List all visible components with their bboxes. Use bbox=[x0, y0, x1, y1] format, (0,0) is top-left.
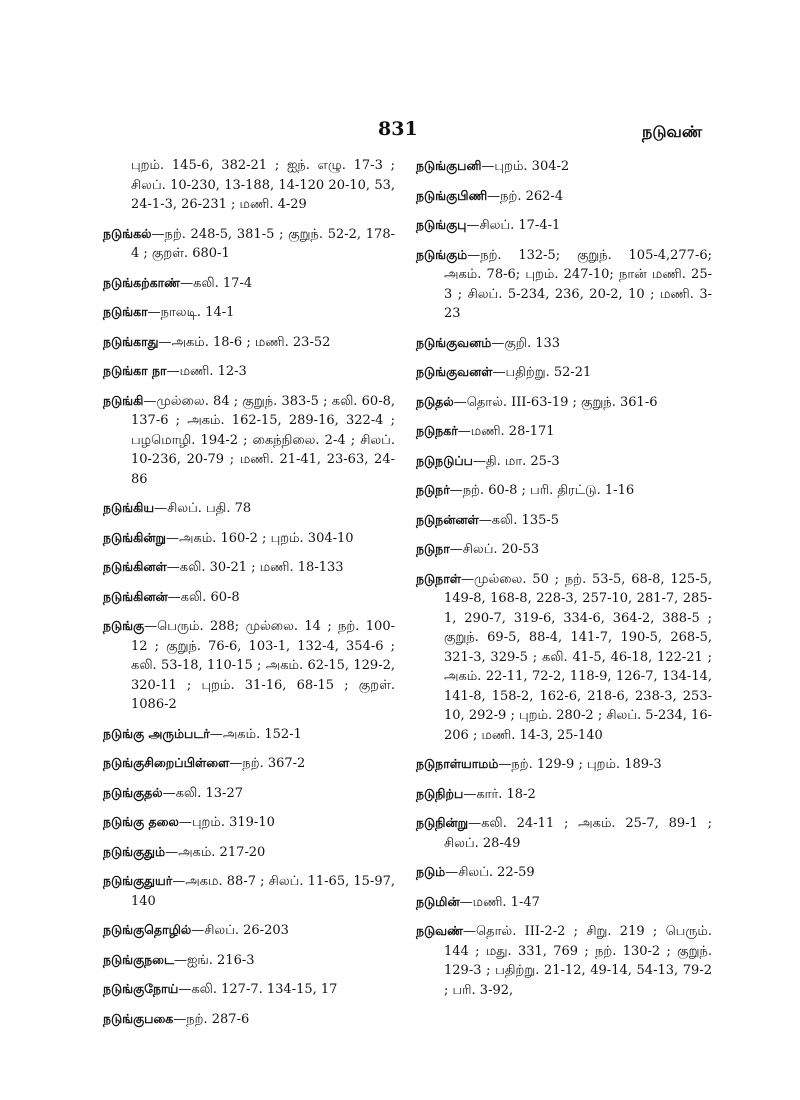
entry-headword: நடுங்குபகை bbox=[103, 1010, 174, 1026]
entry-headword: நடுங்குதும் bbox=[103, 843, 166, 859]
entry-headword: நடுநன்னள் bbox=[416, 511, 479, 527]
index-entry bbox=[416, 784, 712, 805]
entry-headword: நடுநின்று bbox=[416, 815, 469, 830]
entry-headword: நடுநடுப்ப bbox=[416, 452, 473, 468]
entry-references: —அகம். 160-2 ; புறம். 304-10 bbox=[165, 530, 354, 546]
index-entry bbox=[416, 892, 712, 913]
entry-headword: நடுங்கல் bbox=[103, 225, 152, 241]
entry-references: —சிலப். 20-53 bbox=[449, 542, 540, 557]
entry-headword: நடுங்குபனி bbox=[416, 158, 482, 173]
right-column bbox=[416, 156, 712, 1009]
index-entry bbox=[416, 539, 712, 560]
entry-headword: நடுங்காது bbox=[103, 333, 159, 349]
entry-references: —கலி. 13-27 bbox=[162, 785, 243, 801]
entry-references: —கலி. 30-21 ; மணி. 18-133 bbox=[166, 560, 344, 575]
index-entry bbox=[416, 813, 712, 853]
entry-headword: நடுங்குவனள் bbox=[416, 364, 493, 379]
entry-headword: நடுங்குவனம் bbox=[416, 334, 492, 350]
entry-headword: நடுங்கினன் bbox=[103, 588, 168, 604]
entry-references: —பதிற்று. 52-21 bbox=[492, 365, 592, 380]
entry-references: —முல்லை. 50 ; நற். 53-5, 68-8, 125-5, 149-8, 168-8, 228-3, 257-10, 281-7, 285-1, 290-7, 319-6, 334-6, 364-2, 388-5 ; குறுந். 69-5, 88-4, 141-7, 190-5, 268-5, 321-3, 329-5 ; கலி. 41-5, 46-18, 122-21 ; அகம். 22-11, 72-2, 118-9, 126-7, 134-14, 141-8, 158-2, 162-6, 218-6, 238-3, 253-10, 292-9 ; புறம். 280-2 ; சிலப். 5-234, 16-206 ; மணி. 14-3, 25-140 bbox=[444, 571, 712, 743]
entry-references: —பெரும். 288; முல்லை. 14 ; நற். 100-12 ; குறுந். 76-6, 103-1, 132-4, 354-6 ; கலி. 53-18, 110-15 ; அகம். 62-15, 129-2, 320-11 ; புறம். 31-16, 68-15 ; குறள். 1086-2 bbox=[131, 619, 395, 712]
entry-references: —கலி. 24-11 ; அகம். 25-7, 89-1 ; சிலப். 28-49 bbox=[444, 816, 712, 851]
entry-references: —ஐங். 216-3 bbox=[173, 952, 255, 968]
index-entry bbox=[103, 302, 395, 323]
entry-references: —மணி. 28-171 bbox=[457, 424, 555, 439]
entry-headword: நடுங்கிய bbox=[103, 500, 155, 515]
entry-references: —மணி. 12-3 bbox=[166, 364, 247, 379]
entry-headword: நடுநர் bbox=[416, 482, 450, 497]
entry-references: —நற். 129-9 ; புறம். 189-3 bbox=[498, 757, 662, 772]
entry-headword: நடுமின் bbox=[416, 893, 460, 909]
entry-references: —குறி. 133 bbox=[491, 335, 561, 351]
entry-references: —நற். 132-5; குறுந். 105-4,277-6; அகம். 78-6; புறம். 247-10; நான் மணி. 25-3 ; சிலப். 5-234, 236, 20-2, 10 ; மணி. 3-23 bbox=[444, 247, 712, 321]
entry-references: —சிலப். 22-59 bbox=[445, 865, 535, 880]
entry-references: —சிலப். பதி. 78 bbox=[154, 501, 252, 516]
entry-headword: நடுங்கின்று bbox=[103, 529, 166, 545]
entry-references: —மணி. 1-47 bbox=[459, 894, 540, 910]
entry-headword: நடுங்குதுயர் bbox=[103, 873, 173, 888]
index-entry bbox=[416, 921, 712, 1000]
index-entry bbox=[103, 871, 395, 911]
index-entry bbox=[416, 245, 712, 324]
entry-headword: நடுங்கற்காண் bbox=[103, 274, 181, 290]
entry-headword: நடுங்குநோய் bbox=[103, 981, 179, 996]
entry-headword: நடுங்குநடை bbox=[103, 951, 174, 967]
left-column bbox=[103, 156, 395, 1038]
index-entry bbox=[103, 616, 395, 715]
index-entry bbox=[103, 812, 395, 833]
index-entry bbox=[103, 332, 395, 353]
index-entry bbox=[103, 979, 395, 1000]
index-entry bbox=[103, 273, 395, 294]
entry-headword: நடுநாள்யாமம் bbox=[416, 756, 499, 771]
entry-headword: நடுங்கா bbox=[103, 304, 148, 319]
entry-references: —நற். 248-5, 381-5 ; குறுந். 52-2, 178-4 ; குறள். 680-1 bbox=[131, 226, 395, 261]
entry-references: —நற். 60-8 ; பரி. திரட்டு. 1-16 bbox=[449, 483, 635, 498]
index-entry bbox=[103, 498, 395, 519]
entry-headword: நடுங்கு தலை bbox=[103, 814, 179, 829]
entry-references: —நற். 287-6 bbox=[173, 1011, 250, 1027]
entry-headword: நடுங்குதல் bbox=[103, 784, 163, 800]
index-entry bbox=[416, 186, 712, 207]
guide-word: நடுவண் bbox=[642, 122, 703, 141]
entry-references: —அகம. 88-7 ; சிலப். 11-65, 15-97, 140 bbox=[131, 874, 395, 909]
index-entry bbox=[416, 215, 712, 236]
index-entry bbox=[416, 333, 712, 354]
entry-references: —சிலப். 26-203 bbox=[191, 923, 289, 938]
entry-headword: நடுங்குபு bbox=[416, 217, 467, 232]
index-entry bbox=[416, 421, 712, 442]
entry-references: —அகம். 18-6 ; மணி. 23-52 bbox=[158, 334, 331, 350]
index-entry bbox=[103, 587, 395, 608]
entry-references: —சிலப். 17-4-1 bbox=[466, 218, 561, 233]
index-entry bbox=[103, 724, 395, 745]
index-entry bbox=[103, 391, 395, 490]
entry-references: —முல்லை. 84 ; குறுந். 383-5 ; கலி. 60-8, 137-6 ; அகம். 162-15, 289-16, 322-4 ; பழமொழி. 194-2 ; கைந்நிலை. 2-4 ; சிலப். 10-236, 20-79 ; மணி. 21-41, 23-63, 24-86 bbox=[131, 393, 395, 487]
entry-references: —அகம். 152-1 bbox=[209, 726, 302, 742]
entry-references: —புறம். 304-2 bbox=[481, 159, 570, 174]
entry-headword: நடுதல் bbox=[416, 393, 454, 409]
entry-headword: நடுவண் bbox=[416, 923, 464, 938]
entry-headword: நடுங்கா நா bbox=[103, 363, 167, 378]
entry-references: —நாலடி. 14-1 bbox=[147, 305, 235, 320]
index-entry bbox=[103, 783, 395, 804]
entry-references: —நற். 262-4 bbox=[487, 188, 564, 204]
index-entry bbox=[416, 862, 712, 883]
entry-headword: நடுநாள் bbox=[416, 570, 462, 586]
index-entry bbox=[416, 480, 712, 501]
entry-references: —கார். 18-2 bbox=[463, 786, 536, 802]
index-entry bbox=[416, 392, 712, 413]
entry-references: —கலி. 17-4 bbox=[180, 275, 253, 291]
entry-headword: நடுநகர் bbox=[416, 423, 458, 438]
entry-references: —நற். 367-2 bbox=[229, 756, 306, 771]
index-entry bbox=[103, 361, 395, 382]
entry-references: —கலி. 127-7. 134-15, 17 bbox=[178, 982, 338, 997]
entry-headword: நடுநா bbox=[416, 541, 450, 556]
entry-references: —தொல். III-2-2 ; சிறு. 219 ; பெரும். 144 ; மது. 331, 769 ; நற். 130-2 ; குறுந். 129-3 ; பதிற்று. 21-12, 49-14, 54-13, 79-2 ; பரி. 3-92, bbox=[444, 924, 712, 998]
entry-headword: நடும் bbox=[416, 864, 446, 879]
index-entry bbox=[416, 362, 712, 383]
index-entry bbox=[103, 920, 395, 941]
entry-references: —புறம். 319-10 bbox=[178, 815, 275, 830]
page-number: 831 bbox=[378, 118, 418, 140]
entry-headword: நடுநிற்ப bbox=[416, 785, 464, 801]
index-entry bbox=[103, 224, 395, 264]
entry-references: —கலி. 60-8 bbox=[167, 589, 240, 605]
index-entry bbox=[103, 753, 395, 774]
index-entry bbox=[416, 754, 712, 775]
entry-headword: நடுங்குதொழில் bbox=[103, 922, 192, 937]
entry-references: —தி. மா. 25-3 bbox=[472, 453, 560, 469]
entry-references: —அகம். 217-20 bbox=[165, 844, 266, 860]
index-entry bbox=[416, 451, 712, 472]
entry-headword: நடுங்குபிணி bbox=[416, 187, 488, 203]
index-entry bbox=[103, 1009, 395, 1030]
entry-headword: நடுங்கு அரும்படர் bbox=[103, 725, 210, 741]
index-entry bbox=[103, 528, 395, 549]
entry-references: —கலி. 135-5 bbox=[478, 512, 560, 528]
index-entry bbox=[416, 510, 712, 531]
index-entry bbox=[416, 156, 712, 177]
entry-headword: நடுங்கு bbox=[103, 618, 145, 633]
entry-references: புறம். 145-6, 382-21 ; ஐந். எழு. 17-3 ; சிலப். 10-230, 13-188, 14-120 20-10, 53, 24-1-3, 26-231 ; மணி. 4-29 bbox=[131, 158, 395, 212]
index-entry bbox=[416, 569, 712, 746]
index-entry bbox=[103, 842, 395, 863]
index-entry bbox=[103, 156, 395, 215]
entry-headword: நடுங்கி bbox=[103, 392, 144, 408]
index-entry bbox=[103, 950, 395, 971]
entry-headword: நடுங்கும் bbox=[416, 246, 468, 262]
index-entry bbox=[103, 557, 395, 578]
entry-headword: நடுங்கினள் bbox=[103, 559, 167, 574]
entry-references: —தொல். III-63-19 ; குறுந். 361-6 bbox=[453, 394, 658, 410]
entry-headword: நடுங்குசிறைப்பிள்ளை bbox=[103, 755, 230, 770]
